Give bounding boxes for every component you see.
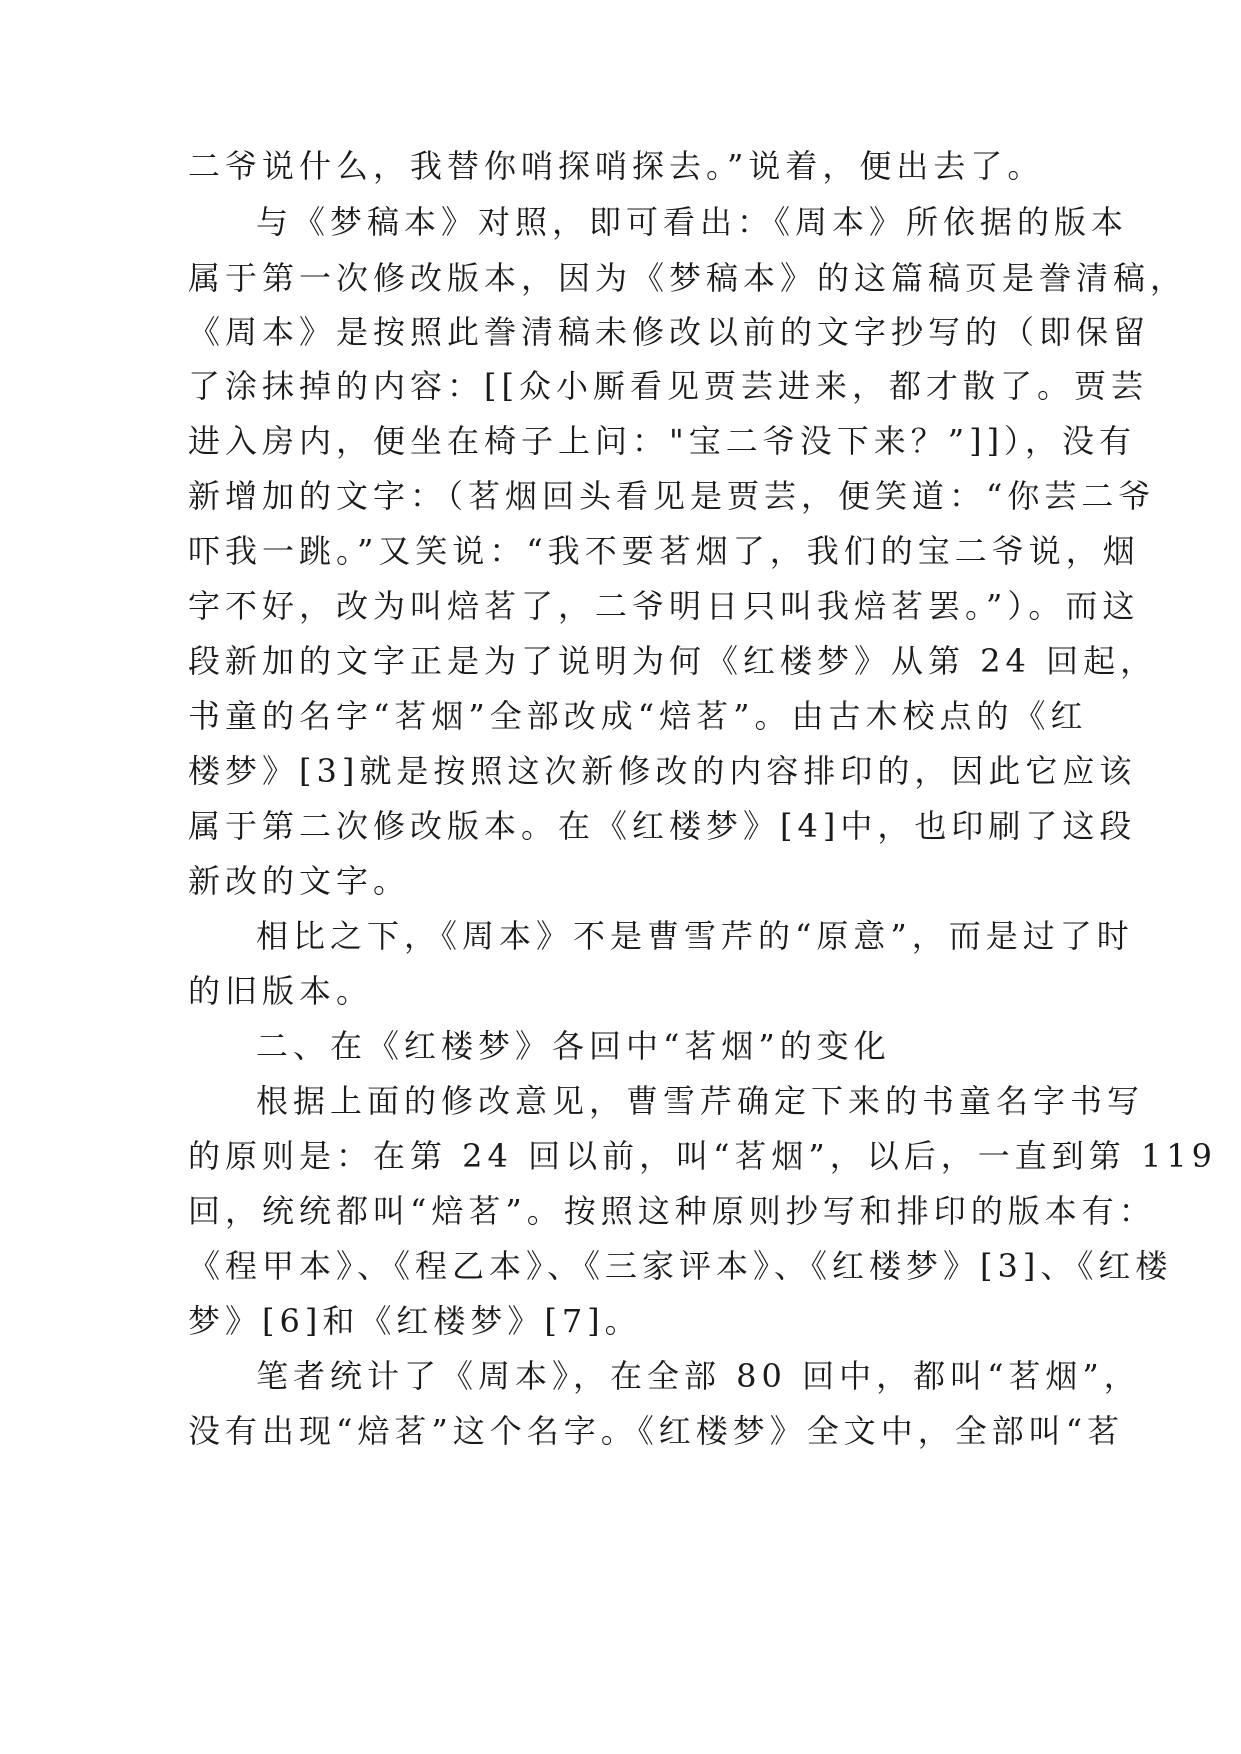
text-line: 字不好，改为叫焙茗了，二爷明日只叫我焙茗罢。”）。而这 bbox=[188, 587, 1140, 625]
text-line: 二爷说什么，我替你哨探哨探去。”说着，便出去了。 bbox=[188, 147, 1045, 185]
text-line: 新改的文字。 bbox=[188, 862, 411, 900]
text-line: 回，统统都叫“焙茗”。按照这种原则抄写和排印的版本有： bbox=[188, 1192, 1156, 1230]
text-line: 《程甲本》、《程乙本》、《三家评本》、《红楼梦》[3]、《红楼 bbox=[188, 1247, 1173, 1285]
text-line: 楼梦》[3]就是按照这次新修改的内容排印的，因此它应该 bbox=[188, 752, 1137, 790]
paragraph-first-line: 与《梦稿本》对照，即可看出：《周本》所依据的版本 bbox=[256, 203, 1129, 241]
section-heading: 二、在《红楼梦》各回中“茗烟”的变化 bbox=[256, 1027, 891, 1065]
paragraph-first-line: 根据上面的修改意见，曹雪芹确定下来的书童名字书写 bbox=[256, 1082, 1145, 1120]
text-line: 没有出现“焙茗”这个名字。《红楼梦》全文中，全部叫“茗 bbox=[188, 1412, 1125, 1450]
text-line: 进入房内，便坐在椅子上问："宝二爷没下来？”]]），没有 bbox=[188, 422, 1137, 460]
text-line: 新增加的文字：（茗烟回头看见是贾芸，便笑道：“你芸二爷 bbox=[188, 477, 1156, 515]
paragraph-first-line: 笔者统计了《周本》，在全部 80 回中，都叫“茗烟”， bbox=[256, 1357, 1141, 1395]
text-line: 了涂抹掉的内容：[[众小厮看见贾芸进来，都才散了。贾芸 bbox=[188, 367, 1148, 405]
text-line: 《周本》是按照此誊清稿未修改以前的文字抄写的（即保留 bbox=[188, 313, 1151, 351]
text-line: 梦》[6]和《红楼梦》[7]。 bbox=[188, 1302, 642, 1340]
text-line: 的旧版本。 bbox=[188, 972, 374, 1010]
text-line: 书童的名字“茗烟”全部改成“焙茗”。由古木校点的《红 bbox=[188, 697, 1088, 735]
paragraph-first-line: 相比之下，《周本》不是曹雪芹的“原意”，而是过了时 bbox=[256, 917, 1134, 955]
text-line: 吓我一跳。”又笑说：“我不要茗烟了，我们的宝二爷说，烟 bbox=[188, 532, 1140, 570]
text-line: 的原则是：在第 24 回以前，叫“茗烟”，以后，一直到第 119 bbox=[188, 1137, 1218, 1175]
text-line: 属于第二次修改版本。在《红楼梦》[4]中，也印刷了这段 bbox=[188, 807, 1137, 845]
text-line: 段新加的文字正是为了说明为何《红楼梦》从第 24 回起， bbox=[188, 642, 1158, 680]
text-line: 属于第一次修改版本，因为《梦稿本》的这篇稿页是誊清稿， bbox=[188, 259, 1188, 297]
